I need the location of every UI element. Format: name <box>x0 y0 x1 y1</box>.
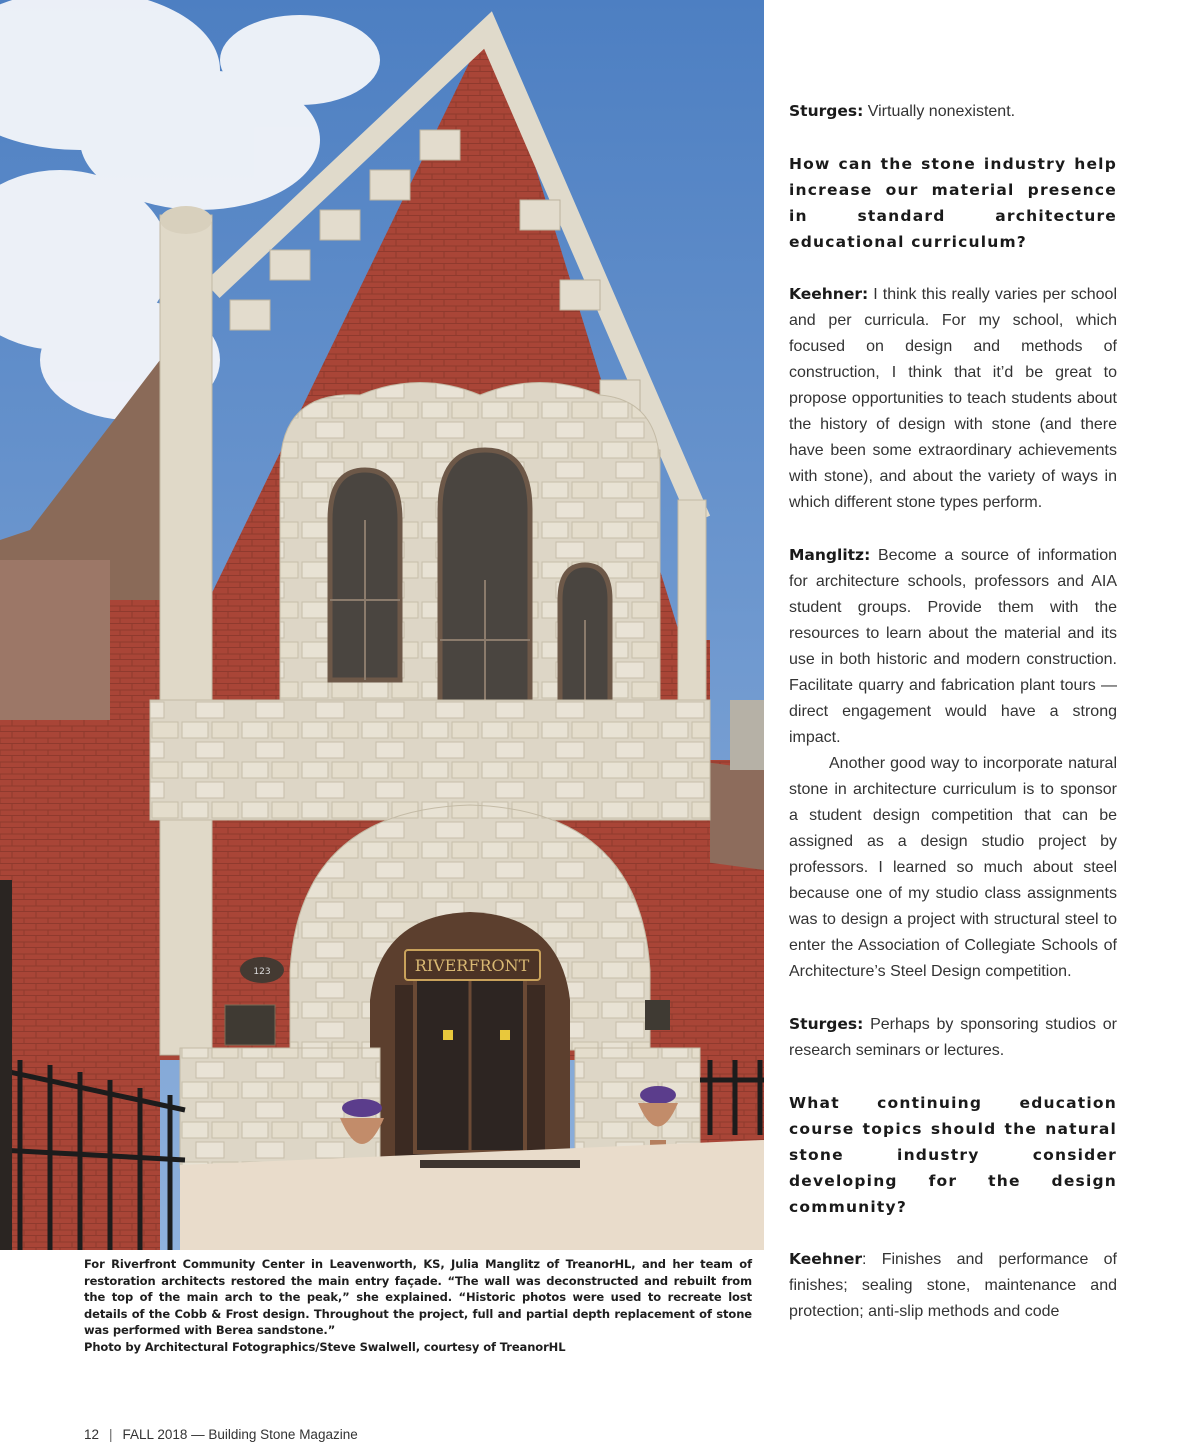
photo-credit: Photo by Architectural Fotographics/Steve Swalwell, courtesy of TreanorHL <box>84 1339 566 1354</box>
answer-paragraph <box>789 1246 1117 1325</box>
riverfront-sign: RIVERFRONT <box>414 956 530 975</box>
answer-text: : Finishes and performance of finishes; sealing stone, maintenance and protection; anti-slip methods and code <box>789 1251 1117 1320</box>
photo-caption <box>84 1256 752 1355</box>
answer-paragraph <box>789 98 1117 125</box>
answer-paragraph <box>789 281 1117 516</box>
article-column <box>789 98 1117 1325</box>
speaker-name: Sturges: <box>789 1015 864 1033</box>
speaker-name: Keehner <box>789 1250 862 1268</box>
answer-paragraph-continued: Another good way to incorporate natural stone in architecture curriculum is to sponsor a student design competition that can be assigned as a design studio project by professors. I learned so much about steel because one of my studio class assignments was to design a project with structural steel to enter the Association of Collegiate Schools of Architecture’s Steel Design competition. <box>789 755 1117 980</box>
speaker-name: Sturges: <box>789 102 864 120</box>
answer-text: Become a source of information for architecture schools, professors and AIA student groups. Provide them with the resources to learn about the material and its use in both historic and modern construction. Facilitate quarry and fabrication plant tours — direct engagement would have a strong impact. <box>789 547 1117 746</box>
issue-label: FALL 2018 <box>122 1427 188 1442</box>
magazine-name: — Building Stone Magazine <box>191 1427 358 1442</box>
page-footer <box>84 1427 358 1442</box>
page-number: 12 <box>84 1427 100 1442</box>
interview-question: What continuing education course topics should the natural stone industry consider developing for the design community? <box>789 1094 1117 1216</box>
address-plaque: 123 <box>253 967 271 977</box>
answer-paragraph <box>789 1011 1117 1064</box>
speaker-name: Keehner: <box>789 285 869 303</box>
answer-text: I think this really varies per school and per curricula. For my school, which focused on design and methods of construction, I think that it’d be great to propose opportunities to teach students about the history of design with stone (and there have been some extraordinary achievements with stone), and about the variety of ways in which different stone types perform. <box>789 286 1117 511</box>
speaker-name: Manglitz: <box>789 546 871 564</box>
answer-text: Perhaps by sponsoring studios or research seminars or lectures. <box>789 1016 1117 1059</box>
footer-separator: | <box>109 1427 113 1442</box>
answer-text: Virtually nonexistent. <box>863 103 1016 120</box>
answer-paragraph <box>789 542 1117 751</box>
caption-text: For Riverfront Community Center in Leavenworth, KS, Julia Manglitz of TreanorHL, and her team of restoration architects restored the main entry façade. “The wall was deconstructed and rebuilt from the top of the main arch to the peak,” she explained. “Historic photos were used to recreate lost details of the Cobb & Frost design. Throughout the project, full and partial depth replacement of stone was performed with Berea sandstone.” <box>84 1257 752 1337</box>
interview-question: How can the stone industry help increase our material presence in standard architecture educational curriculum? <box>789 155 1117 251</box>
